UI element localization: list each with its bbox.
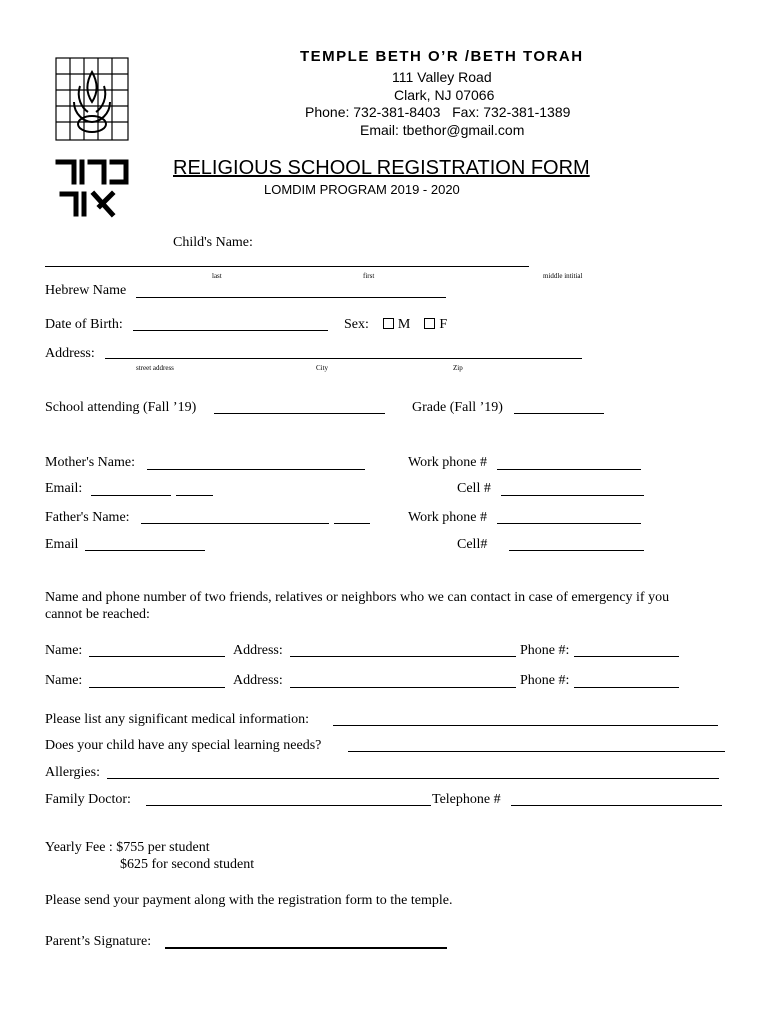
- mother-cell-label: Cell #: [457, 481, 491, 496]
- sex-group: [344, 317, 447, 333]
- medical-info-field[interactable]: [333, 725, 718, 726]
- doctor-telephone-label: Telephone #: [432, 792, 501, 807]
- emergency-instructions-2: cannot be reached:: [45, 607, 150, 622]
- school-field[interactable]: [214, 413, 385, 414]
- contact-1-name-field[interactable]: [89, 656, 225, 657]
- street-sublabel: street address: [136, 364, 174, 372]
- allergies-label: Allergies:: [45, 765, 100, 780]
- contact-1-address-field[interactable]: [290, 656, 516, 657]
- father-name-field-2[interactable]: [334, 523, 370, 524]
- dob-field[interactable]: [133, 330, 328, 331]
- contact-1-phone-field[interactable]: [574, 656, 679, 657]
- father-email-label: Email: [45, 537, 79, 552]
- father-work-phone-label: Work phone #: [408, 510, 487, 525]
- allergies-field[interactable]: [107, 778, 719, 779]
- address-label: Address:: [45, 346, 95, 361]
- city-sublabel: City: [316, 364, 329, 372]
- address-line-1: 111 Valley Road: [392, 69, 492, 85]
- address-line-2: Clark, NJ 07066: [394, 87, 495, 103]
- hebrew-name-label: Hebrew Name: [45, 283, 127, 298]
- mother-email-field-2[interactable]: [176, 495, 213, 496]
- school-label: School attending (Fall ’19): [45, 400, 197, 415]
- signature-field[interactable]: [165, 947, 447, 949]
- father-name-label: Father's Name:: [45, 510, 130, 525]
- middle-initial-sublabel: middle intitial: [543, 272, 583, 280]
- address-field[interactable]: [105, 358, 582, 359]
- father-name-field[interactable]: [141, 523, 329, 524]
- father-cell-field[interactable]: [509, 550, 644, 551]
- contact-1-phone-label: Phone #:: [520, 643, 570, 658]
- mother-cell-field[interactable]: [501, 495, 644, 496]
- child-name-field[interactable]: [45, 266, 529, 267]
- contact-2-phone-field[interactable]: [574, 687, 679, 688]
- email-line: Email: tbethor@gmail.com: [360, 122, 525, 138]
- contact-2-phone-label: Phone #:: [520, 673, 570, 688]
- form-title: RELIGIOUS SCHOOL REGISTRATION FORM: [173, 157, 590, 179]
- learning-needs-field[interactable]: [348, 751, 725, 752]
- father-work-phone-field[interactable]: [497, 523, 641, 524]
- contact-2-name-label: Name:: [45, 673, 83, 688]
- learning-needs-label: Does your child have any special learning needs?: [45, 738, 322, 753]
- hebrew-name-field[interactable]: [136, 297, 446, 298]
- child-name-label: Child's Name:: [173, 235, 253, 250]
- contact-1-address-label: Address:: [233, 643, 283, 658]
- signature-label: Parent’s Signature:: [45, 934, 152, 949]
- father-email-field[interactable]: [85, 550, 205, 551]
- contact-2-name-field[interactable]: [89, 687, 225, 688]
- mother-work-phone-label: Work phone #: [408, 455, 487, 470]
- contact-2-address-label: Address:: [233, 673, 283, 688]
- yearly-fee-line-2: $625 for second student: [120, 857, 255, 872]
- payment-note: Please send your payment along with the registration form to the temple.: [45, 893, 453, 908]
- grade-label: Grade (Fall ’19): [412, 400, 503, 415]
- phone-fax-line: Phone: 732-381-8403 Fax: 732-381-1389: [305, 104, 571, 120]
- sex-label: Sex:: [344, 317, 369, 332]
- sex-m-label: M: [397, 317, 411, 332]
- first-name-sublabel: first: [363, 272, 375, 280]
- emergency-instructions-1: Name and phone number of two friends, relatives or neighbors who we can contact in case of emergency if you: [45, 590, 670, 605]
- medical-info-label: Please list any significant medical information:: [45, 712, 309, 727]
- mother-email-label: Email:: [45, 481, 83, 496]
- temple-name: TEMPLE BETH O’R /BETH TORAH: [300, 48, 584, 65]
- mother-email-field[interactable]: [91, 495, 171, 496]
- contact-1-name-label: Name:: [45, 643, 83, 658]
- mother-work-phone-field[interactable]: [497, 469, 641, 470]
- dob-label: Date of Birth:: [45, 317, 123, 332]
- sex-f-checkbox[interactable]: [424, 318, 435, 329]
- yearly-fee-line-1: Yearly Fee : $755 per student: [45, 840, 210, 855]
- form-subtitle: LOMDIM PROGRAM 2019 - 2020: [264, 182, 460, 197]
- temple-logo: [54, 56, 132, 220]
- mother-name-label: Mother's Name:: [45, 455, 136, 470]
- father-cell-label: Cell#: [457, 537, 488, 552]
- contact-2-address-field[interactable]: [290, 687, 516, 688]
- sex-m-checkbox[interactable]: [383, 318, 394, 329]
- family-doctor-label: Family Doctor:: [45, 792, 131, 807]
- last-name-sublabel: last: [212, 272, 222, 280]
- grade-field[interactable]: [514, 413, 604, 414]
- zip-sublabel: Zip: [453, 364, 463, 372]
- sex-f-label: F: [439, 317, 448, 332]
- doctor-telephone-field[interactable]: [511, 805, 722, 806]
- mother-name-field[interactable]: [147, 469, 365, 470]
- family-doctor-field[interactable]: [146, 805, 431, 806]
